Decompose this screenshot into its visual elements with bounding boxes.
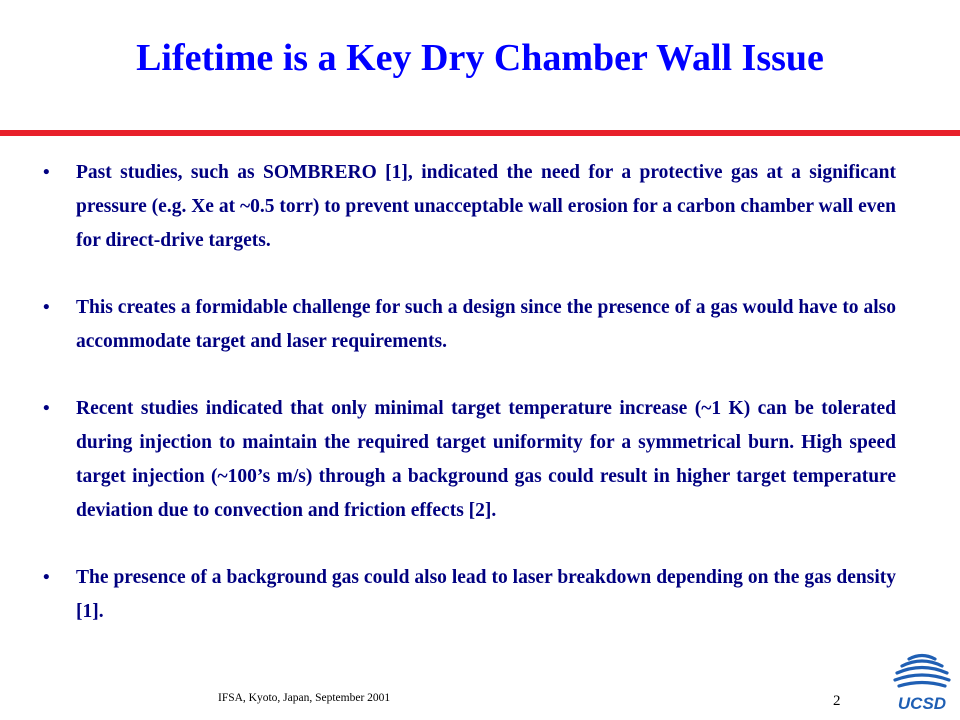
- bullet-item: [0, 392, 960, 528]
- logo-text: UCSD: [897, 694, 947, 713]
- bullet-text: The presence of a background gas could also lead to laser breakdown depending on the gas density [1].: [76, 567, 896, 622]
- bullet-list: [0, 156, 960, 662]
- bullet-marker: •: [43, 567, 50, 588]
- logo-wave: [902, 661, 942, 666]
- bullet-text: This creates a formidable challenge for such a design since the presence of a gas would have to also accommodate target and laser requirements.: [76, 297, 896, 352]
- page-number: 2: [833, 693, 841, 709]
- slide-title: Lifetime is a Key Dry Chamber Wall Issue: [136, 37, 824, 79]
- bullet-marker: •: [43, 297, 50, 318]
- logo-wave: [899, 683, 945, 687]
- bullet-marker: •: [43, 398, 50, 419]
- logo-wave: [895, 675, 949, 680]
- bullet-text: Recent studies indicated that only minimal target temperature increase (~1 K) can be tolerated during injection to maintain the required target uniformity for a symmetrical burn. High speed target injection (~100’s m/s) through a background gas could result in higher target temperature deviation due to convection and friction effects [2].: [76, 398, 896, 521]
- bullet-text: Past studies, such as SOMBRERO [1], indicated the need for a protective gas at a significant pressure (e.g. Xe at ~0.5 torr) to prevent unacceptable wall erosion for a carbon chamber wall even for direct-drive targets.: [76, 162, 896, 251]
- bullet-item: [0, 561, 960, 629]
- logo-wave: [897, 668, 947, 674]
- bullet-item: [0, 156, 960, 258]
- logo-wave: [909, 656, 935, 660]
- bullet-item: [0, 291, 960, 359]
- title-divider: [0, 130, 960, 136]
- ucsd-logo-icon: [887, 651, 957, 715]
- bullet-marker: •: [43, 162, 50, 183]
- footer-conference: IFSA, Kyoto, Japan, September 2001: [218, 692, 391, 704]
